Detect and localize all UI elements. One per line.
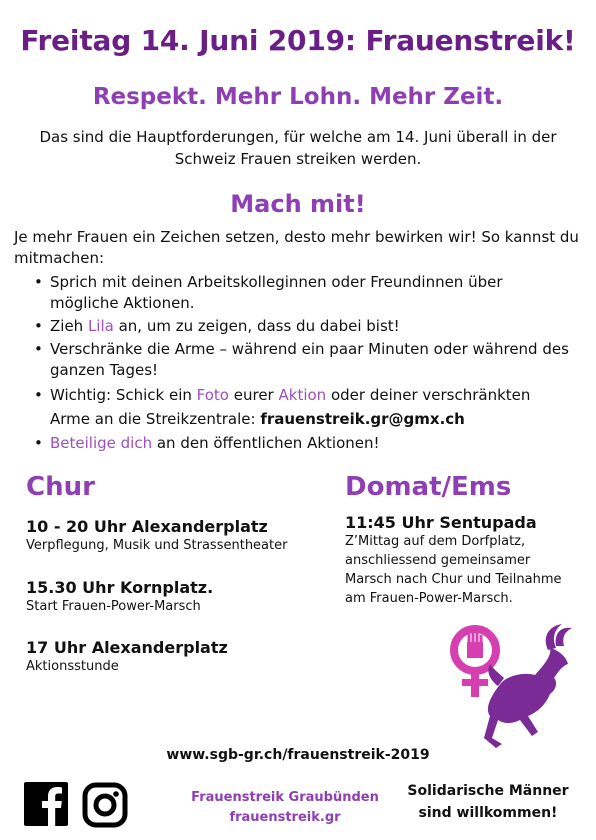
list-item [32,433,572,454]
action-text: Zieh [50,317,88,335]
event-place: Alexanderplatz [131,517,268,536]
solidarity-note [398,780,578,824]
organisation-name: Frauenstreik Graubünden [191,790,379,805]
action-text: eurer [228,386,279,404]
event-time: 10 - 20 Uhr [26,517,127,536]
action-text: Wichtig: Schick ein [50,386,197,404]
venus-fist-icon [454,629,496,697]
list-item [32,339,572,381]
event-chur-2 [26,578,326,616]
beteilige-highlight: Beteilige dich [50,434,153,452]
organisation-footer [180,788,390,828]
event-domat [345,513,575,608]
instagram-icon[interactable] [82,782,128,828]
facebook-icon[interactable] [24,782,68,826]
email-link[interactable]: frauenstreik.gr@gmx.ch [260,410,465,428]
event-description: Start Frauen-Power-Marsch [26,599,201,614]
event-description: Z’Mittag auf dem Dorfplatz, anschliessend gemeinsamer Marsch nach Chur und Teilnahme am Frauen-Power-Marsch. [345,534,562,606]
event-place: Alexanderplatz [91,638,228,657]
action-text: oder deiner verschränkten Arme an die Streikzentrale: [50,386,531,428]
slogan: Respekt. Mehr Lohn. Mehr Zeit. [92,84,504,110]
foto-highlight: Foto [196,386,229,404]
organisation-handle[interactable]: frauenstreik.gr [229,810,341,825]
list-item [32,272,572,314]
event-description: Aktionsstunde [26,659,119,674]
frauenstreik-ibex-logo [440,620,580,755]
event-description: Verpflegung, Musik und Strassentheater [26,538,288,553]
intro-text: Das sind die Hauptforderungen, für welche am 14. Juni überall in der Schweiz Frauen streiken werden. [39,128,557,168]
mach-mit-heading: Mach mit! [230,190,366,218]
lead-text: Je mehr Frauen ein Zeichen setzen, desto mehr bewirken wir! So kannst du mitmachen: [14,228,579,267]
aktion-highlight: Aktion [278,386,327,404]
event-time: 15.30 Uhr [26,578,115,597]
event-chur-3 [26,638,326,676]
action-text: Verschränke die Arme – während ein paar Minuten oder während des ganzen Tages! [50,340,569,379]
domat-ems-heading: Domat/Ems [345,472,512,502]
action-text: Sprich mit deinen Arbeitskolleginnen oder Freundinnen über mögliche Aktionen. [50,273,503,312]
chur-heading: Chur [26,472,95,502]
page-title: Freitag 14. Juni 2019: Frauenstreik! [20,24,576,57]
solidarity-line-1: Solidarische Männer [407,783,569,799]
event-chur-1 [26,517,326,555]
event-suffix: . [207,578,214,597]
website-url[interactable]: www.sgb-gr.ch/frauenstreik-2019 [166,747,430,763]
list-item [32,316,572,337]
list-item [32,383,572,431]
event-place: Kornplatz [120,578,208,597]
action-text: an, um zu zeigen, dass du dabei bist! [113,317,400,335]
event-place: Sentupada [439,513,537,532]
action-text: an den öffentlichen Aktionen! [152,434,380,452]
lila-highlight: Lila [87,317,114,335]
event-time: 11:45 Uhr [345,513,434,532]
event-time: 17 Uhr [26,638,87,657]
action-list [32,272,572,456]
solidarity-line-2: sind willkommen! [418,805,558,821]
